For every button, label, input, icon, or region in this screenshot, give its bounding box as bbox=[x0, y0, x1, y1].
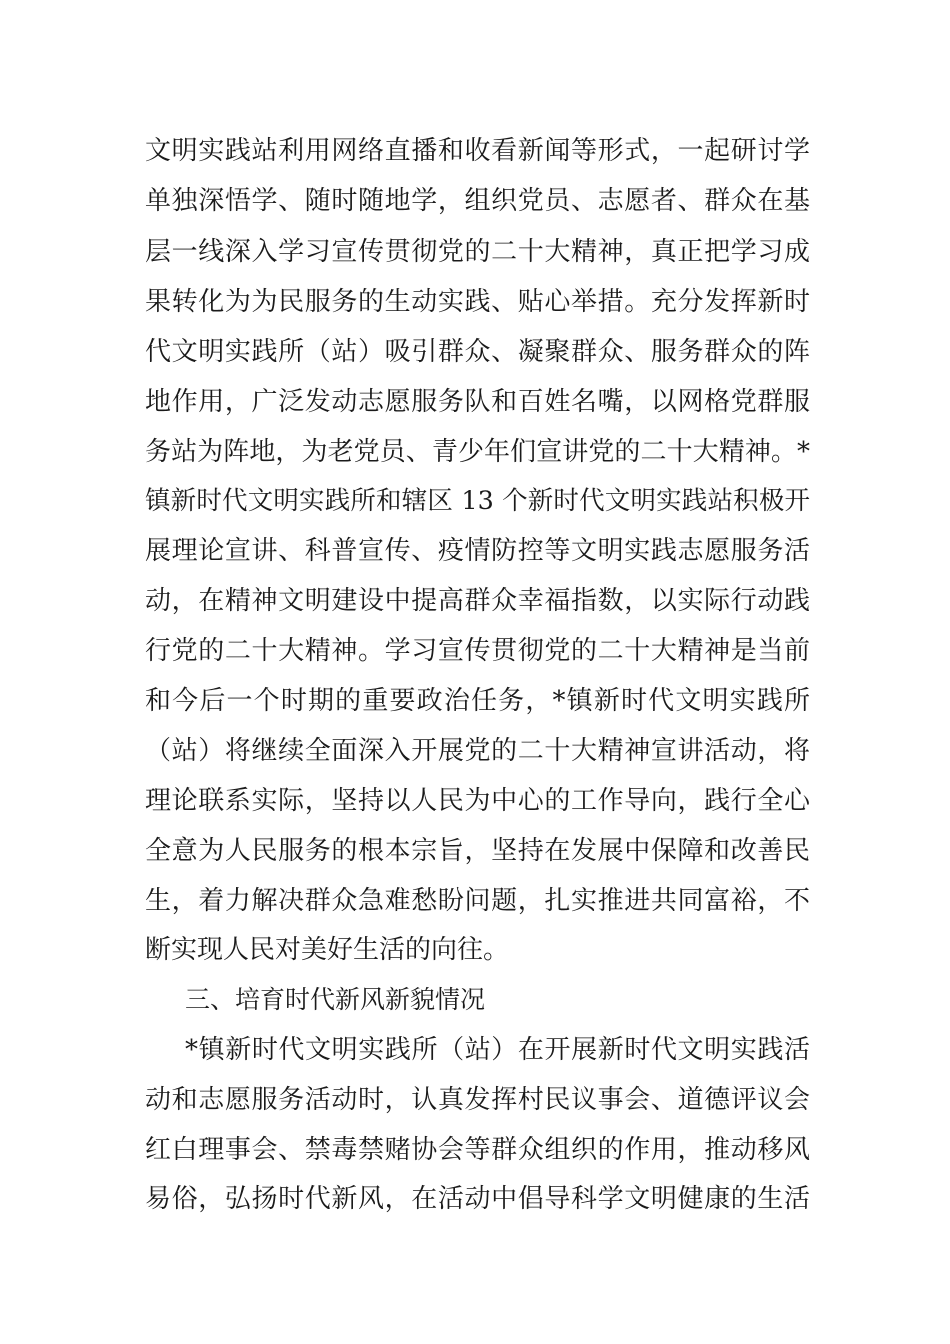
paragraph-1-line-9: 展理论宣讲、科普宣传、疫情防控等文明实践志愿服务活 bbox=[145, 536, 810, 566]
paragraph-2-line-2: 动和志愿服务活动时，认真发挥村民议事会、道德评议会 bbox=[145, 1085, 810, 1115]
paragraph-1-line-6: 地作用，广泛发动志愿服务队和百姓名嘴，以网格党群服 bbox=[145, 387, 810, 417]
paragraph-1-line-4: 果转化为为民服务的生动实践、贴心举措。充分发挥新时 bbox=[145, 287, 810, 317]
paragraph-2-line-1: *镇新时代文明实践所（站）在开展新时代文明实践活 bbox=[185, 1035, 810, 1065]
paragraph-1-line-14: 理论联系实际，坚持以人民为中心的工作导向，践行全心 bbox=[145, 786, 810, 816]
paragraph-1-line-15: 全意为人民服务的根本宗旨，坚持在发展中保障和改善民 bbox=[145, 836, 810, 866]
paragraph-1-line-12: 和今后一个时期的重要政治任务，*镇新时代文明实践所 bbox=[145, 686, 810, 716]
paragraph-1-line-2: 单独深悟学、随时随地学，组织党员、志愿者、群众在基 bbox=[145, 186, 810, 216]
paragraph-1-line-5: 代文明实践所（站）吸引群众、凝聚群众、服务群众的阵 bbox=[145, 337, 810, 367]
paragraph-2-line-3: 红白理事会、禁毒禁赌协会等群众组织的作用，推动移风 bbox=[145, 1135, 810, 1165]
paragraph-1-line-3: 层一线深入学习宣传贯彻党的二十大精神，真正把学习成 bbox=[145, 237, 810, 267]
paragraph-1-line-1: 文明实践站利用网络直播和收看新闻等形式，一起研讨学 bbox=[145, 136, 810, 166]
section-heading: 三、培育时代新风新貌情况 bbox=[185, 985, 486, 1014]
paragraph-1-line-13: （站）将继续全面深入开展党的二十大精神宣讲活动，将 bbox=[145, 736, 810, 766]
paragraph-1-line-11: 行党的二十大精神。学习宣传贯彻党的二十大精神是当前 bbox=[145, 636, 810, 666]
paragraph-1-line-17: 断实现人民对美好生活的向往。 bbox=[145, 935, 510, 965]
paragraph-1-line-10: 动，在精神文明建设中提高群众幸福指数，以实际行动践 bbox=[145, 586, 810, 616]
paragraph-1-line-16: 生，着力解决群众急难愁盼问题，扎实推进共同富裕，不 bbox=[145, 886, 810, 916]
paragraph-2-line-4: 易俗，弘扬时代新风，在活动中倡导科学文明健康的生活 bbox=[145, 1184, 810, 1214]
paragraph-1-line-8: 镇新时代文明实践所和辖区 13 个新时代文明实践站积极开 bbox=[145, 486, 810, 516]
paragraph-1-line-7: 务站为阵地，为老党员、青少年们宣讲党的二十大精神。* bbox=[145, 437, 810, 467]
